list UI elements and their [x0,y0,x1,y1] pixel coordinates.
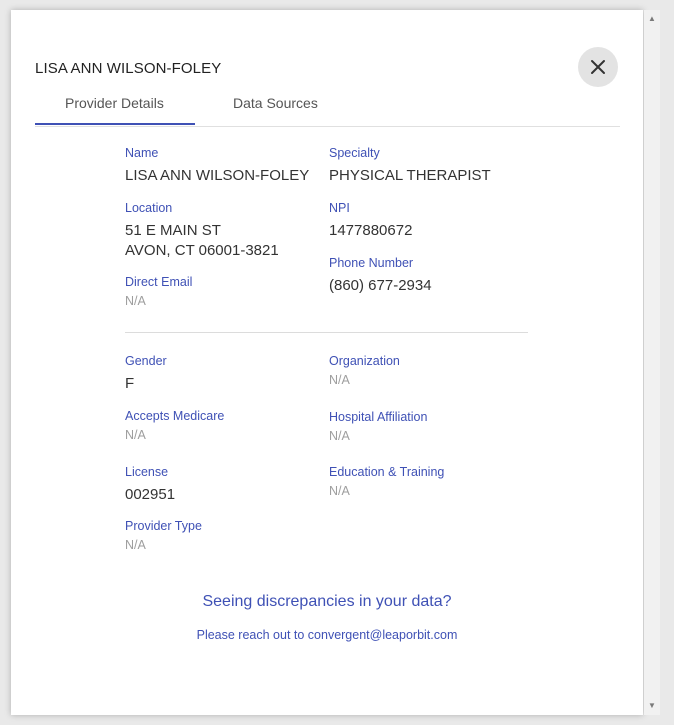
accepts-medicare-value: N/A [125,428,146,442]
license-value: 002951 [125,486,176,503]
gender-value: F [125,375,135,392]
phone-value: (860) 677-2934 [329,277,432,294]
field-npi [329,200,412,241]
field-accepts-medicare [125,408,224,443]
field-specialty [329,145,491,186]
location-label: Location [125,201,173,215]
field-name [125,145,309,186]
scrollbar[interactable] [644,10,660,715]
hospital-affiliation-value: N/A [329,429,350,443]
gender-label: Gender [125,354,167,368]
provider-dialog [11,10,643,715]
name-value: LISA ANN WILSON-FOLEY [125,167,310,184]
section-divider [125,332,528,333]
education-label: Education & Training [329,465,445,479]
scroll-up-arrow-icon[interactable]: ▲ [648,14,656,23]
location-line2: AVON, CT 06001-3821 [125,242,279,259]
field-location [125,200,279,261]
tab-data-sources[interactable]: Data Sources [233,95,318,111]
discrepancy-question: Seeing discrepancies in your data? [202,593,452,610]
field-license [125,464,175,505]
specialty-value: PHYSICAL THERAPIST [329,167,491,184]
scroll-down-arrow-icon[interactable]: ▼ [648,701,656,710]
direct-email-label: Direct Email [125,275,193,289]
field-phone [329,255,432,296]
location-line1: 51 E MAIN ST [125,222,221,239]
phone-label: Phone Number [329,256,414,270]
dialog-title: LISA ANN WILSON-FOLEY [35,60,222,77]
tab-provider-details[interactable]: Provider Details [65,95,164,111]
active-tab-indicator [35,123,195,125]
field-gender [125,353,167,394]
npi-label: NPI [329,201,350,215]
contact-text: Please reach out to convergent@leaporbit.com [196,628,458,642]
name-label: Name [125,146,159,160]
field-provider-type [125,518,202,553]
close-icon [590,59,606,75]
tab-divider [35,126,620,127]
npi-value: 1477880672 [329,222,413,239]
close-button[interactable] [578,47,618,87]
education-value: N/A [329,484,350,498]
accepts-medicare-label: Accepts Medicare [125,409,225,423]
license-label: License [125,465,169,479]
field-organization [329,353,400,388]
field-education [329,464,444,499]
provider-type-label: Provider Type [125,519,202,533]
hospital-affiliation-label: Hospital Affiliation [329,410,428,424]
direct-email-value: N/A [125,294,146,308]
provider-type-value: N/A [125,538,146,552]
field-direct-email [125,274,192,309]
specialty-label: Specialty [329,146,380,160]
organization-value: N/A [329,373,350,387]
organization-label: Organization [329,354,400,368]
field-hospital-affiliation [329,409,427,444]
